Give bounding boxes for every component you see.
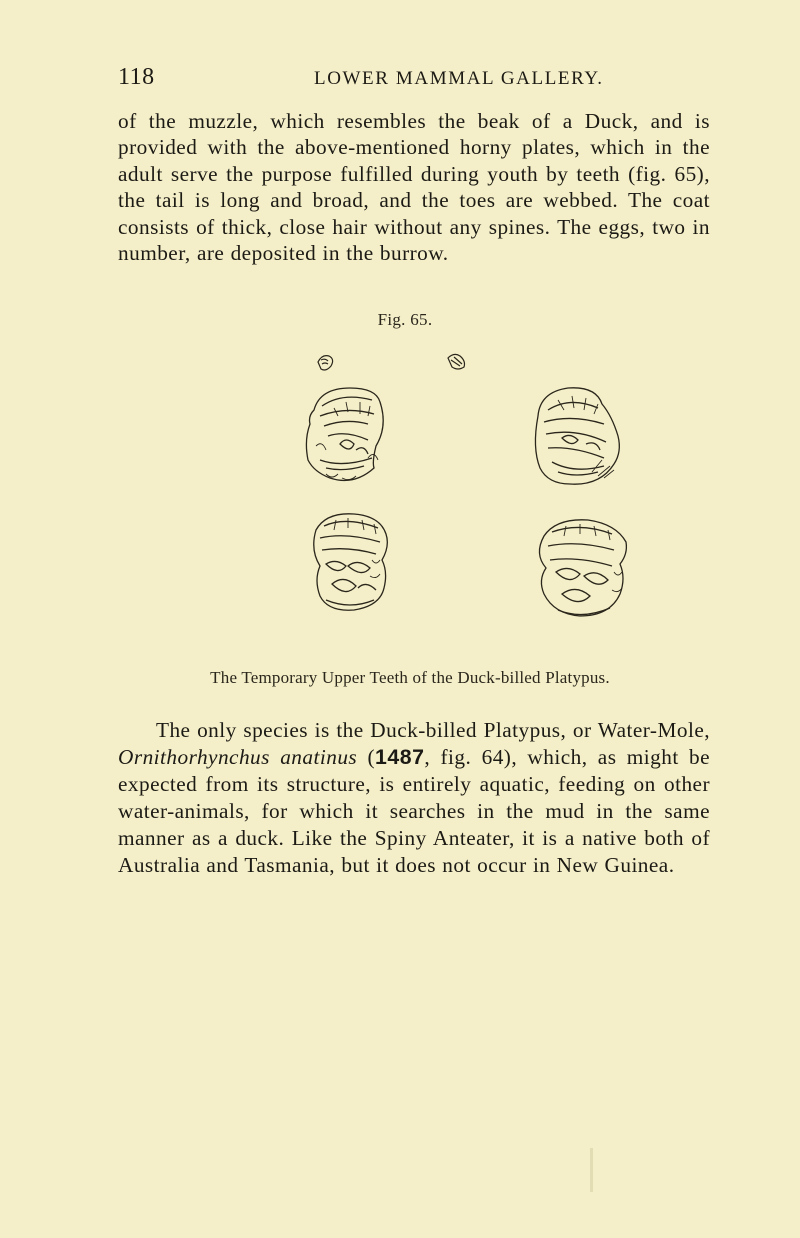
- print-mark: [590, 1148, 593, 1192]
- platypus-teeth-illustration: [276, 340, 676, 640]
- paren-open: (: [357, 744, 376, 769]
- paragraph-species: [118, 717, 710, 878]
- figure-label: Fig. 65.: [377, 310, 433, 329]
- small-tooth-right: [448, 354, 465, 369]
- tooth-lower-left: [314, 514, 388, 610]
- figure-caption: The Temporary Upper Teeth of the Duck-billed Platypus.: [210, 668, 610, 687]
- paragraph-species-intro: The only species is the Duck-billed Platypus, or Water-Mole,: [156, 718, 710, 742]
- paragraph-continuation: of the muzzle, which resembles the beak of a Duck, and is provided with the above-mentioned horny plates, which in the adult serve the purpose fulfilled during youth by teeth (fig. 65), the tail is long and broad, and the toes are webbed. The coat consists of thick, close hair without any spines. The eggs, two in number, are deposited in the burrow.: [118, 109, 710, 266]
- case-number: 1487: [375, 744, 425, 769]
- tooth-upper-left: [306, 388, 383, 480]
- small-tooth-left: [318, 356, 333, 370]
- tooth-lower-right: [539, 520, 626, 616]
- paragraph-species-rest: , fig. 64), which, as might be expected from its structure, is entirely aquatic, feeding on other water-animals, for which it searches in the mud in the same manner as a duck. Like the Spiny Anteater, it is a native both of Australia and Tasmania, but it does not occur in New Guinea.: [118, 744, 710, 877]
- running-head: LOWER MAMMAL GALLERY.: [314, 68, 604, 89]
- tooth-upper-right: [535, 388, 619, 484]
- page-number: 118: [118, 64, 155, 90]
- species-name: Ornithorhynchus anatinus: [118, 744, 358, 769]
